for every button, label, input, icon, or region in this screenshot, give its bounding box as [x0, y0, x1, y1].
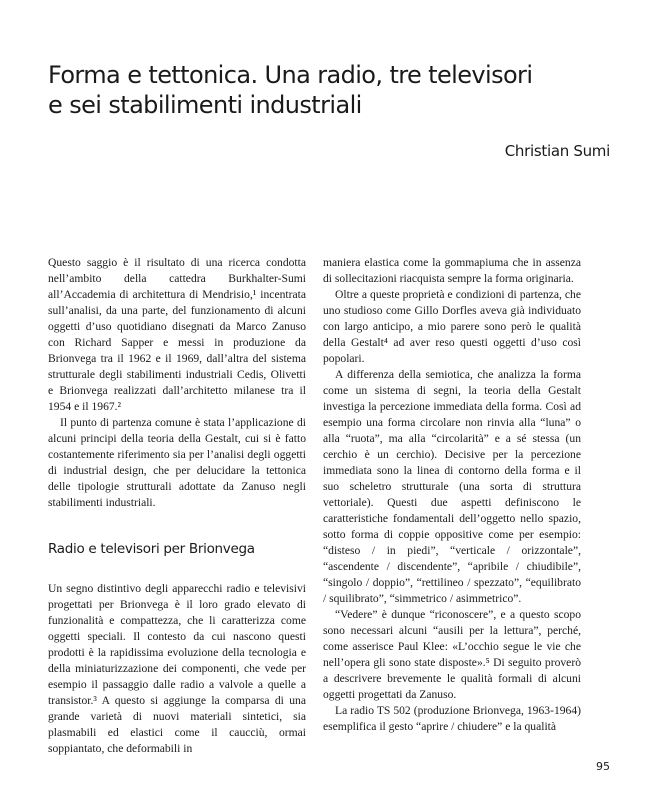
- section-heading: Radio e televisori per Brionvega: [48, 541, 255, 557]
- article-title: [48, 60, 608, 120]
- paragraph: Il punto di partenza comune è stata l’applicazione di alcuni principi della teoria della Gestalt, cui si è fatto costantemente riferimento sia per l’analisi degli oggetti di industrial design, che per delucidare la tettonica delle tipologie strutturali adottate da Zanuso negli stabilimenti industriali.: [48, 416, 306, 509]
- paragraph: “Vedere” è dunque “riconoscere”, e a questo scopo sono necessari alcuni “ausili per la lettura”, perché, come asserisce Paul Klee: «L’occhio segue le vie che nell’opera gli sono state disposte».⁵ Di seguito proverò a descrivere brevemente le qualità formali di alcuni oggetti progettati da Zanuso.: [323, 608, 581, 701]
- paragraph: La radio TS 502 (produzione Brionvega, 1963-1964) esemplifica il gesto “aprire / chiudere” e la qualità: [323, 704, 581, 733]
- left-column: [48, 255, 306, 757]
- title-line-1: Forma e tettonica. Una radio, tre televisori: [48, 61, 533, 89]
- right-column: [323, 255, 581, 735]
- paragraph: Questo saggio è il risultato di una ricerca condotta nell’ambito della cattedra Burkhalter-Sumi all’Accademia di architettura di Mendrisio,¹ incentrata sull’analisi, da una parte, del funzionamento di alcuni oggetti d’uso quotidiano disegnati da Marco Zanuso con Richard Sapper e messi in produzione da Brionvega tra il 1962 e il 1969, dall’altra del sistema strutturale degli stabilimenti industriali Cedis, Olivetti e Brionvega realizzati dall’architetto milanese tra il 1954 e il 1967.²: [48, 256, 306, 413]
- page-number: 95: [596, 760, 610, 773]
- paragraph: maniera elastica come la gommapiuma che in assenza di sollecitazioni riacquista sempre la forma originaria.: [323, 256, 581, 285]
- title-line-2: e sei stabilimenti industriali: [48, 91, 362, 119]
- paragraph: A differenza della semiotica, che analizza la forma come un sistema di segni, la teoria della Gestalt investiga la percezione immediata della forma. Così ad esempio una forma circolare non rinvia alla “luna” o alla “ruota”, ma alla “circolarità” e a sé stessa (un cerchio è un cerchio). Decisive per la percezione immediata sono la linea di contorno della forma e il suo scheletro strutturale (una sorta di struttura vettoriale). Questi due aspetti definiscono le caratteristiche fondamentali dell’oggetto nello spazio, sotto forma di coppie oppositive come per esempio: “disteso / in piedi”, “verticale / orizzontale”, “ascendente / discendente”, “apribile / chiudibile”, “singolo / doppio”, “rettilineo / spezzato”, “equilibrato / squilibrato”, “simmetrico / asimmetrico”.: [323, 368, 581, 605]
- paragraph: Oltre a queste proprietà e condizioni di partenza, che uno studioso come Gillo Dorfles aveva già individuato con largo anticipo, a mio parere sono però le qualità della Gestalt⁴ ad aver reso questi oggetti d’uso così popolari.: [323, 288, 581, 365]
- paragraph: Un segno distintivo degli apparecchi radio e televisivi progettati per Brionvega è il loro grado elevato di funzionalità e compattezza, che li caratterizza come oggetti speciali. Il contesto da cui nascono questi prodotti è la rapidissima evoluzione della tecnologia e della miniaturizzazione dei componenti, che vede per esempio il passaggio dalle radio a valvole a quelle a transistor.³ A questo si aggiunge la comparsa di una grande varietà di nuovi materiali sintetici, sia plasmabili ed elastici come il caucciù, ormai soppiantato, che deformabili in: [48, 582, 306, 755]
- author-name: Christian Sumi: [504, 142, 610, 160]
